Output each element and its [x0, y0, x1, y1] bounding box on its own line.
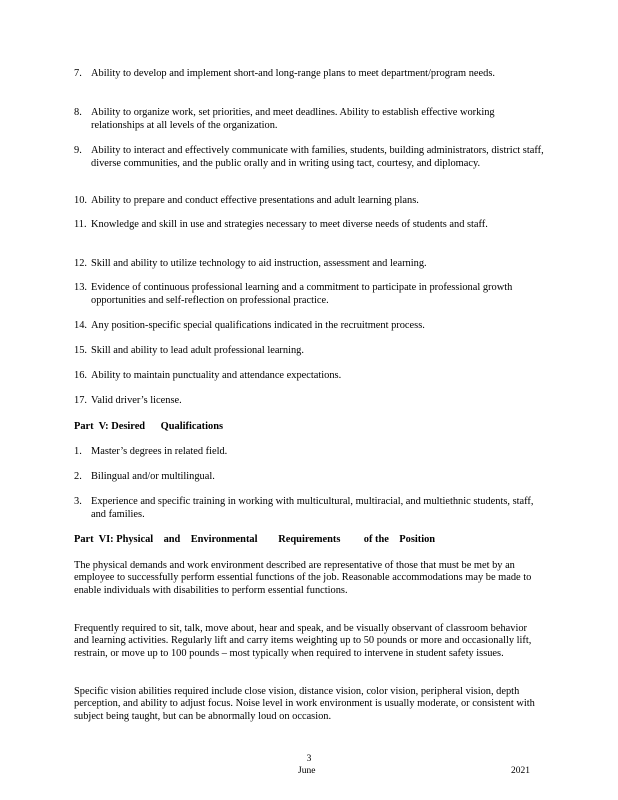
list-item: [74, 496, 544, 521]
list-item: [74, 345, 544, 358]
list-number: 17.: [74, 395, 87, 406]
list-text: Skill and ability to lead adult professional learning.: [91, 345, 304, 356]
list-item: [74, 219, 544, 232]
list-number: 10.: [74, 195, 87, 206]
list-text: Ability to develop and implement short-and long-range plans to meet department/program needs.: [91, 68, 495, 79]
list-text: Ability to interact and effectively communicate with families, students, building administrators, district staff, diverse communities, and the public orally and in writing using tact, courtesy, and diplomacy.: [91, 145, 544, 169]
list-item: [74, 471, 544, 484]
list-number: 9.: [74, 145, 82, 156]
list-item: [74, 195, 544, 208]
list-text: Ability to prepare and conduct effective presentations and adult learning plans.: [91, 195, 419, 206]
section-heading-part-v: Part V: Desired Qualifications: [74, 421, 224, 432]
list-text: Knowledge and skill in use and strategies necessary to meet diverse needs of students and staff.: [91, 219, 488, 230]
list-text: Experience and specific training in working with multicultural, multiracial, and multiethnic students, staff, and families.: [91, 496, 534, 520]
list-item: [74, 395, 544, 408]
list-item: [74, 282, 544, 307]
list-text: Evidence of continuous professional learning and a commitment to participate in professional growth opportunities and self-reflection on professional practice.: [91, 282, 513, 306]
list-text: Valid driver’s license.: [91, 395, 182, 406]
list-item: [74, 258, 544, 271]
list-item: [74, 320, 544, 333]
list-number: 14.: [74, 320, 87, 331]
list-number: 2.: [74, 471, 82, 482]
list-text: Any position-specific special qualifications indicated in the recruitment process.: [91, 320, 425, 331]
paragraph: The physical demands and work environment described are representative of those that must be met by an employee to successfully perform essential functions of the job. Reasonable accommodations may be made to enable individuals with disabilities to perform essential functions.: [74, 560, 532, 596]
list-text: Master’s degrees in related field.: [91, 446, 228, 457]
list-item: [74, 145, 544, 170]
list-number: 11.: [74, 219, 87, 230]
list-number: 3.: [74, 496, 82, 507]
footer-year: 2021: [511, 766, 530, 776]
list-text: Skill and ability to utilize technology to aid instruction, assessment and learning.: [91, 258, 427, 269]
list-number: 16.: [74, 370, 87, 381]
list-item: [74, 370, 544, 383]
list-number: 1.: [74, 446, 82, 457]
list-item: [74, 107, 544, 132]
list-number: 8.: [74, 107, 82, 118]
list-text: Ability to maintain punctuality and attendance expectations.: [91, 370, 342, 381]
list-number: 12.: [74, 258, 87, 269]
list-number: 13.: [74, 282, 87, 293]
page-number: 3: [306, 754, 312, 764]
list-text: Ability to organize work, set priorities, and meet deadlines. Ability to establish effective working relationships at all levels of the organization.: [91, 107, 495, 131]
list-item: [74, 446, 544, 459]
paragraph: Specific vision abilities required include close vision, distance vision, color vision, peripheral vision, depth perception, and ability to adjust focus. Noise level in work environment is usually moderate, or consistent with subject being taught, but can be abnormally loud on occasion.: [74, 686, 535, 722]
list-number: 7.: [74, 68, 82, 79]
list-number: 15.: [74, 345, 87, 356]
paragraph: Frequently required to sit, talk, move about, hear and speak, and be visually observant of classroom behavior and learning activities. Regularly lift and carry items weighting up to 50 pounds or more and occasionally lift, restrain, or move up to 100 pounds – most typically when required to intervene in student safety issues.: [74, 623, 532, 659]
list-item: [74, 68, 544, 81]
section-heading-part-vi: Part VI: Physical and Environmental Requirements of the Position: [74, 534, 436, 545]
footer-month: June: [298, 766, 316, 776]
list-text: Bilingual and/or multilingual.: [91, 471, 215, 482]
